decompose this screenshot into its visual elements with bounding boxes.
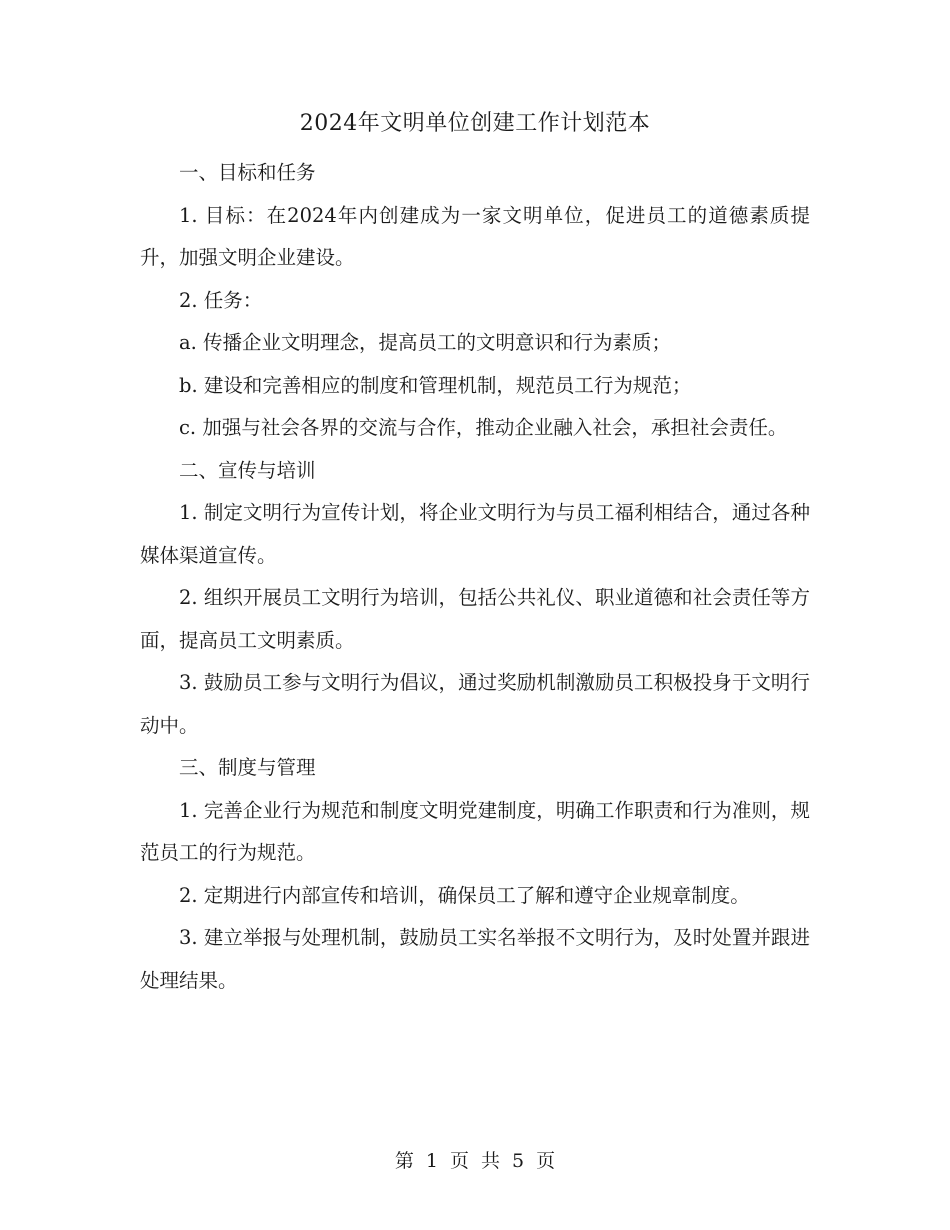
paragraph: c. 加强与社会各界的交流与合作，推动企业融入社会，承担社会责任。: [179, 416, 788, 439]
paragraph: a. 传播企业文明理念，提高员工的文明意识和行为素质；: [179, 331, 672, 354]
paragraph: 3. 建立举报与处理机制，鼓励员工实名举报不文明行为，及时处置并跟进处理结果。: [140, 926, 810, 992]
paragraph: b. 建设和完善相应的制度和管理机制，规范员工行为规范；: [179, 373, 692, 397]
section-heading: 二、宣传与培训: [179, 458, 316, 482]
paragraph: 2. 定期进行内部宣传和培训，确保员工了解和遵守企业规章制度。: [179, 883, 750, 907]
document-body: [140, 152, 810, 1002]
page-footer: 第 1 页 共 5 页: [394, 1150, 556, 1172]
document-title: 2024年文明单位创建工作计划范本: [299, 111, 651, 136]
paragraph: 3. 鼓励员工参与文明行为倡议，通过奖励机制激励员工积极投身于文明行动中。: [140, 671, 810, 737]
paragraph: 1. 完善企业行为规范和制度文明党建制度，明确工作职责和行为准则，规范员工的行为规范。: [140, 798, 810, 864]
section-heading: 一、目标和任务: [179, 161, 316, 184]
paragraph: 1. 制定文明行为宣传计划，将企业文明行为与员工福利相结合，通过各种媒体渠道宣传。: [140, 501, 810, 567]
paragraph: 1. 目标：在2024年内创建成为一家文明单位，促进员工的道德素质提升，加强文明企业建设。: [140, 203, 810, 269]
paragraph: 2. 任务：: [179, 288, 263, 312]
section-heading: 三、制度与管理: [179, 756, 316, 779]
paragraph: 2. 组织开展员工文明行为培训，包括公共礼仪、职业道德和社会责任等方面，提高员工文明素质。: [140, 586, 810, 652]
